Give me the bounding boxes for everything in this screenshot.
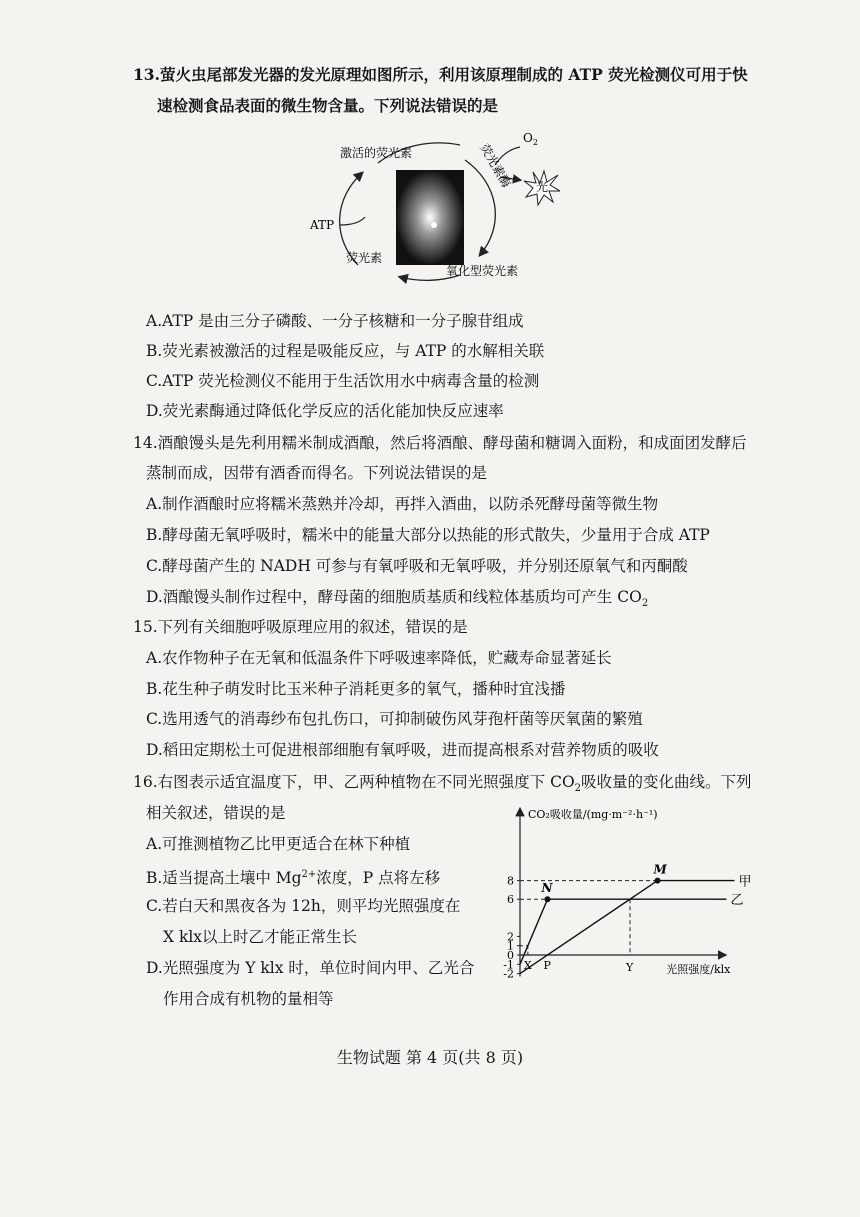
q13-option-c: C.ATP 荧光检测仪不能用于生活饮用水中病毒含量的检测 — [146, 372, 540, 390]
q15-stem: 15.下列有关细胞呼吸原理应用的叙述，错误的是 — [133, 618, 468, 636]
q14-option-a: A.制作酒酿时应将糯米蒸熟并冷却，再拌入酒曲，以防杀死酵母菌等微生物 — [146, 495, 659, 513]
y-tick-label: 1 — [507, 939, 514, 953]
q15-option-b: B.花生种子萌发时比玉米种子消耗更多的氧气，播种时宜浅播 — [146, 680, 566, 698]
series-yi-label: 乙 — [730, 893, 744, 909]
y-tick-label: -2 — [503, 967, 514, 981]
q13-stem-line1: 13.萤火虫尾部发光器的发光原理如图所示，利用该原理制成的 ATP 荧光检测仪可用于快 — [133, 65, 748, 84]
x-tick-x: X — [523, 959, 532, 972]
q15-option-d: D.稻田定期松土可促进根部细胞有氧呼吸，进而提高根系对营养物质的吸收 — [146, 741, 659, 759]
point-n — [545, 896, 551, 902]
diagram-luciferase: 荧光素酶 — [477, 141, 514, 191]
q14-option-b: B.酵母菌无氧呼吸时，糯米中的能量大部分以热能的形式散失，少量用于合成 ATP — [146, 526, 710, 544]
q15-option-a: A.农作物种子在无氧和低温条件下呼吸速率降低，贮藏寿命显著延长 — [146, 649, 612, 667]
y-tick-label: 6 — [507, 893, 514, 907]
x-tick-y: Y — [626, 961, 634, 974]
q13-option-b: B.荧光素被激活的过程是吸能反应，与 ATP 的水解相关联 — [146, 342, 545, 360]
y-axis-label: CO₂吸收量/(mg·m⁻²·h⁻¹) — [528, 808, 658, 821]
cycle-arc-right — [465, 160, 495, 255]
diagram-atp: ATP — [310, 218, 335, 232]
point-n-label: N — [541, 881, 553, 896]
q16-option-a: A.可推测植物乙比甲更适合在林下种植 — [146, 835, 411, 853]
q14-stem-line1: 14.酒酿馒头是先利用糯米制成酒酿，然后将酒酿、酵母菌和糖调入面粉，和成面团发酵后 — [133, 434, 747, 452]
q16-stem-line1: 16.右图表示适宜温度下，甲、乙两种植物在不同光照强度下 $CO_2$吸收量的变化曲线。下列 — [133, 773, 752, 795]
diagram-oxygen: $O_2$ — [523, 131, 538, 147]
q16-option-b: B.适当提高土壤中 $Mg^{2+}$浓度，P 点将左移 — [146, 869, 441, 888]
q16-option-d-line1: D.光照强度为 Y klx 时，单位时间内甲、乙光合 — [146, 959, 475, 977]
q13-option-a: A.ATP 是由三分子磷酸、一分子核糖和一分子腺苷组成 — [146, 312, 524, 330]
luciferase-diagram — [300, 125, 560, 300]
y-tick-label: 0 — [507, 949, 514, 962]
firefly-photo — [396, 170, 464, 265]
page-footer: 生物试题 第 4 页(共 8 页) — [336, 1048, 524, 1067]
q16-stem-line2: 相关叙述，错误的是 — [146, 804, 286, 822]
point-m-label: M — [653, 862, 667, 877]
q14-option-d: D.酒酿馒头制作过程中，酵母菌的细胞质基质和线粒体基质均可产生 $CO_2$ — [146, 588, 649, 610]
y-tick-label: -1 — [503, 958, 514, 972]
diagram-activated-luciferin: 激活的荧光素 — [340, 146, 413, 160]
q13-option-d: D.荧光素酶通过降低化学反应的活化能加快反应速率 — [146, 402, 504, 420]
x-tick-p: P — [543, 959, 551, 972]
point-m — [655, 878, 661, 884]
q16-option-c-line2: X klx以上时乙才能正常生长 — [163, 928, 358, 946]
diagram-light-label: 光 — [535, 180, 549, 194]
series-jia-label: 甲 — [738, 874, 752, 890]
diagram-luciferin: 荧光素 — [346, 251, 383, 265]
q13-stem-line2: 速检测食品表面的微生物含量。下列说法错误的是 — [157, 96, 499, 115]
firefly-light-spot — [431, 222, 437, 228]
co2-uptake-chart — [490, 800, 790, 1010]
q14-stem-line2: 蒸制而成，因带有酒香而得名。下列说法错误的是 — [146, 464, 488, 482]
atp-input-arrow — [340, 217, 365, 225]
y-tick-label: 8 — [507, 874, 514, 888]
q16-option-c-line1: C.若白天和黑夜各为 12h，则平均光照强度在 — [146, 897, 461, 915]
q15-option-c: C.选用透气的消毒纱布包扎伤口，可抑制破伤风芽孢杆菌等厌氧菌的繁殖 — [146, 710, 643, 728]
q14-option-c: C.酵母菌产生的 NADH 可参与有氧呼吸和无氧呼吸，并分别还原氧气和丙酮酸 — [146, 557, 688, 575]
x-axis-label: 光照强度/klx — [666, 963, 731, 976]
diagram-oxidized-luciferin: 氧化型荧光素 — [446, 264, 519, 278]
q16-option-d-line2: 作用合成有机物的量相等 — [163, 990, 334, 1008]
y-tick-label: 2 — [507, 930, 514, 944]
